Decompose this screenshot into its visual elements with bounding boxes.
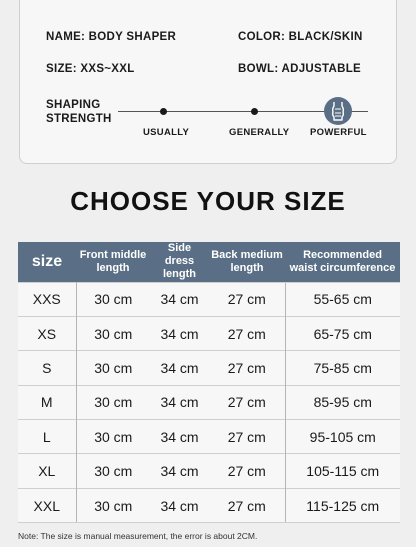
strength-dot-usually bbox=[160, 108, 167, 115]
header-waist-line2: waist circumference bbox=[289, 261, 396, 274]
cell-size: XL bbox=[18, 454, 76, 488]
product-info-card bbox=[19, 0, 397, 164]
product-size-range: SIZE: XXS~XXL bbox=[46, 63, 135, 75]
cell-side: 34 cm bbox=[150, 385, 209, 419]
cell-waist: 85-95 cm bbox=[285, 385, 400, 419]
cell-size: XS bbox=[18, 316, 76, 350]
header-side-dress-length bbox=[150, 242, 209, 282]
cell-waist: 75-85 cm bbox=[285, 351, 400, 385]
cell-front: 30 cm bbox=[76, 351, 150, 385]
table-row bbox=[18, 385, 400, 419]
cell-back: 27 cm bbox=[209, 351, 285, 385]
product-name: NAME: BODY SHAPER bbox=[46, 31, 177, 43]
cell-side: 34 cm bbox=[150, 420, 209, 454]
cell-side: 34 cm bbox=[150, 351, 209, 385]
header-back-medium-length bbox=[209, 242, 285, 282]
header-side-line1: Side dress bbox=[164, 242, 195, 268]
cell-front: 30 cm bbox=[76, 385, 150, 419]
cell-front: 30 cm bbox=[76, 454, 150, 488]
cell-front: 30 cm bbox=[76, 420, 150, 454]
cell-size: XXS bbox=[18, 282, 76, 316]
cell-size: XXL bbox=[18, 488, 76, 522]
product-color: COLOR: BLACK/SKIN bbox=[238, 31, 363, 43]
cell-back: 27 cm bbox=[209, 385, 285, 419]
table-row bbox=[18, 454, 400, 488]
table-row bbox=[18, 351, 400, 385]
header-waist-line1: Recommended bbox=[303, 248, 382, 261]
cell-side: 34 cm bbox=[150, 316, 209, 350]
table-header-row bbox=[18, 242, 400, 282]
body-shaper-icon bbox=[324, 97, 352, 125]
cell-size: L bbox=[18, 420, 76, 454]
measurement-note: Note: The size is manual measurement, the error is about 2CM. bbox=[18, 531, 258, 541]
cell-back: 27 cm bbox=[209, 488, 285, 522]
cell-side: 34 cm bbox=[150, 454, 209, 488]
cell-waist: 95-105 cm bbox=[285, 420, 400, 454]
cell-waist: 55-65 cm bbox=[285, 282, 400, 316]
shaping-label-line2: STRENGTH bbox=[46, 113, 112, 125]
cell-front: 30 cm bbox=[76, 316, 150, 350]
cell-waist: 115-125 cm bbox=[285, 488, 400, 522]
header-back-line2: length bbox=[230, 261, 264, 274]
cell-front: 30 cm bbox=[76, 282, 150, 316]
table-row bbox=[18, 316, 400, 350]
table-row bbox=[18, 282, 400, 316]
cell-back: 27 cm bbox=[209, 420, 285, 454]
page-title: CHOOSE YOUR SIZE bbox=[70, 186, 346, 216]
cell-size: M bbox=[18, 385, 76, 419]
header-waist-circumference bbox=[285, 242, 400, 282]
strength-dot-generally bbox=[251, 108, 258, 115]
header-front-middle-length bbox=[76, 242, 150, 282]
cell-back: 27 cm bbox=[209, 316, 285, 350]
strength-level-generally: GENERALLY bbox=[229, 127, 290, 138]
header-front-line2: length bbox=[96, 261, 130, 274]
header-side-line2: length bbox=[163, 268, 196, 281]
cell-front: 30 cm bbox=[76, 488, 150, 522]
cell-side: 34 cm bbox=[150, 488, 209, 522]
table-row bbox=[18, 488, 400, 522]
cell-back: 27 cm bbox=[209, 454, 285, 488]
shaping-label-line1: SHAPING bbox=[46, 99, 101, 111]
cell-waist: 65-75 cm bbox=[285, 316, 400, 350]
strength-level-usually: USUALLY bbox=[143, 127, 190, 138]
cell-side: 34 cm bbox=[150, 282, 209, 316]
shaping-strength-label bbox=[46, 98, 112, 126]
strength-level-powerful: POWERFUL bbox=[310, 127, 367, 138]
size-chart-table bbox=[18, 242, 400, 523]
header-front-line1: Front middle bbox=[79, 248, 147, 261]
header-back-line1: Back medium bbox=[211, 248, 283, 261]
cell-waist: 105-115 cm bbox=[285, 454, 400, 488]
header-size: size bbox=[18, 242, 76, 282]
cell-size: S bbox=[18, 351, 76, 385]
table-row bbox=[18, 420, 400, 454]
cell-back: 27 cm bbox=[209, 282, 285, 316]
product-bowl: BOWL: ADJUSTABLE bbox=[238, 63, 361, 75]
